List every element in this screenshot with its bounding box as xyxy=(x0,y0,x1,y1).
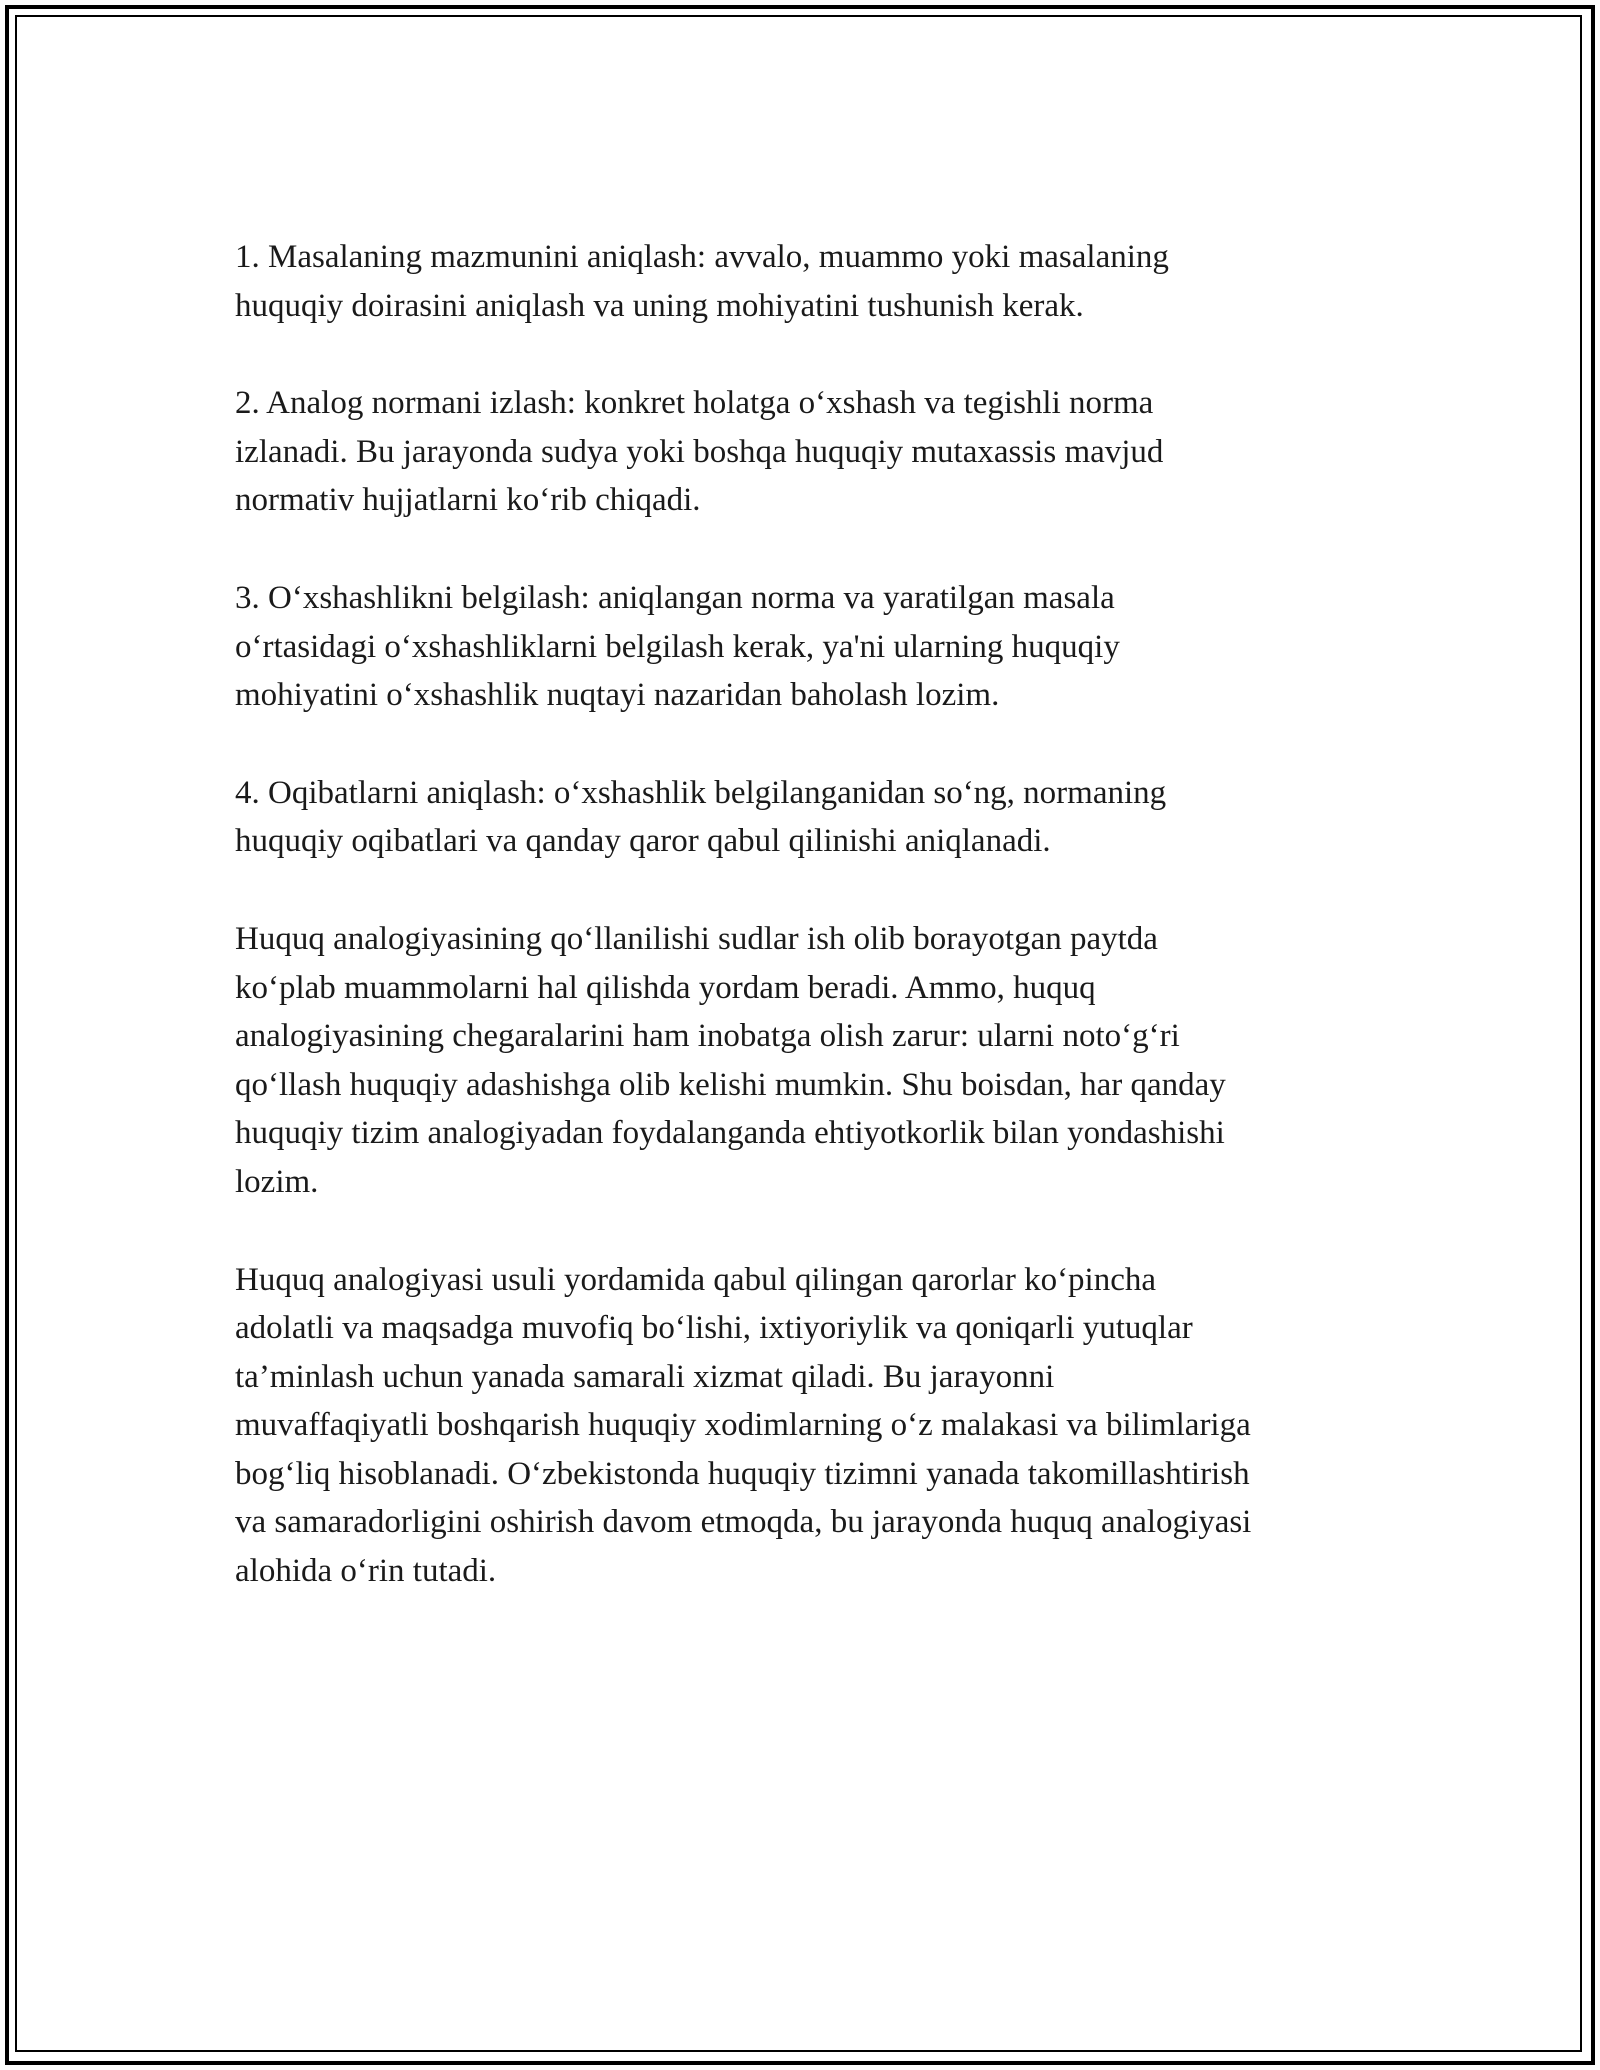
analogy-conclusion-paragraph: Huquq analogiyasi usuli yordamida qabul qilingan qarorlar ko‘pincha adolatli va maqsadga muvofiq bo‘lishi, ixtiyoriylik va qoniqarli yutuqlar ta’minlash uchun yanada samarali xizmat qiladi. Bu jarayonni muvaffaqiyatli boshqarish huquqiy xodimlarning o‘z malakasi va bilimlariga bog‘liq hisoblanadi. O‘zbekistonda huquqiy tizimni yanada takomillashtirish va samaradorligini oshirish davom etmoqda, bu jarayonda huquq analogiyasi alohida o‘rin tutadi. xyxy=(235,1261,1252,1590)
step-1-paragraph: 1. Masalaning mazmunini aniqlash: avvalo, muammo yoki masalaning huquqiy doirasini aniqlash va uning mohiyatini tushunish kerak. xyxy=(235,239,1169,324)
step-4-paragraph: 4. Oqibatlarni aniqlash: o‘xshashlik belgilanganidan so‘ng, normaning huquqiy oqibatlari va qanday qaror qabul qilinishi aniqlanadi. xyxy=(235,774,1167,860)
step-3-paragraph: 3. O‘xshashlikni belgilash: aniqlangan norma va yaratilgan masala o‘rtasidagi o‘xshashliklarni belgilash kerak, ya'ni ularning huquqiy mohiyatini o‘xshashlik nuqtayi nazaridan baholash lozim. xyxy=(235,579,1120,714)
analogy-limits-paragraph: Huquq analogiyasining qo‘llanilishi sudlar ish olib borayotgan paytda ko‘plab muammolarni hal qilishda yordam beradi. Ammo, huquq analogiyasining chegaralarini ham inobatga olish zarur: ularni noto‘g‘ri qo‘llash huquqiy adashishga olib kelishi mumkin. Shu boisdan, har qanday huquqiy tizim analogiyadan foydalanganda ehtiyotkorlik bilan yondashishi lozim. xyxy=(235,920,1226,1200)
step-2-paragraph: 2. Analog normani izlash: konkret holatga o‘xshash va tegishli norma izlanadi. Bu jarayonda sudya yoki boshqa huquqiy mutaxassis mavjud normativ hujjatlarni ko‘rib chiqadi. xyxy=(235,385,1164,519)
document-body xyxy=(235,233,1385,1645)
